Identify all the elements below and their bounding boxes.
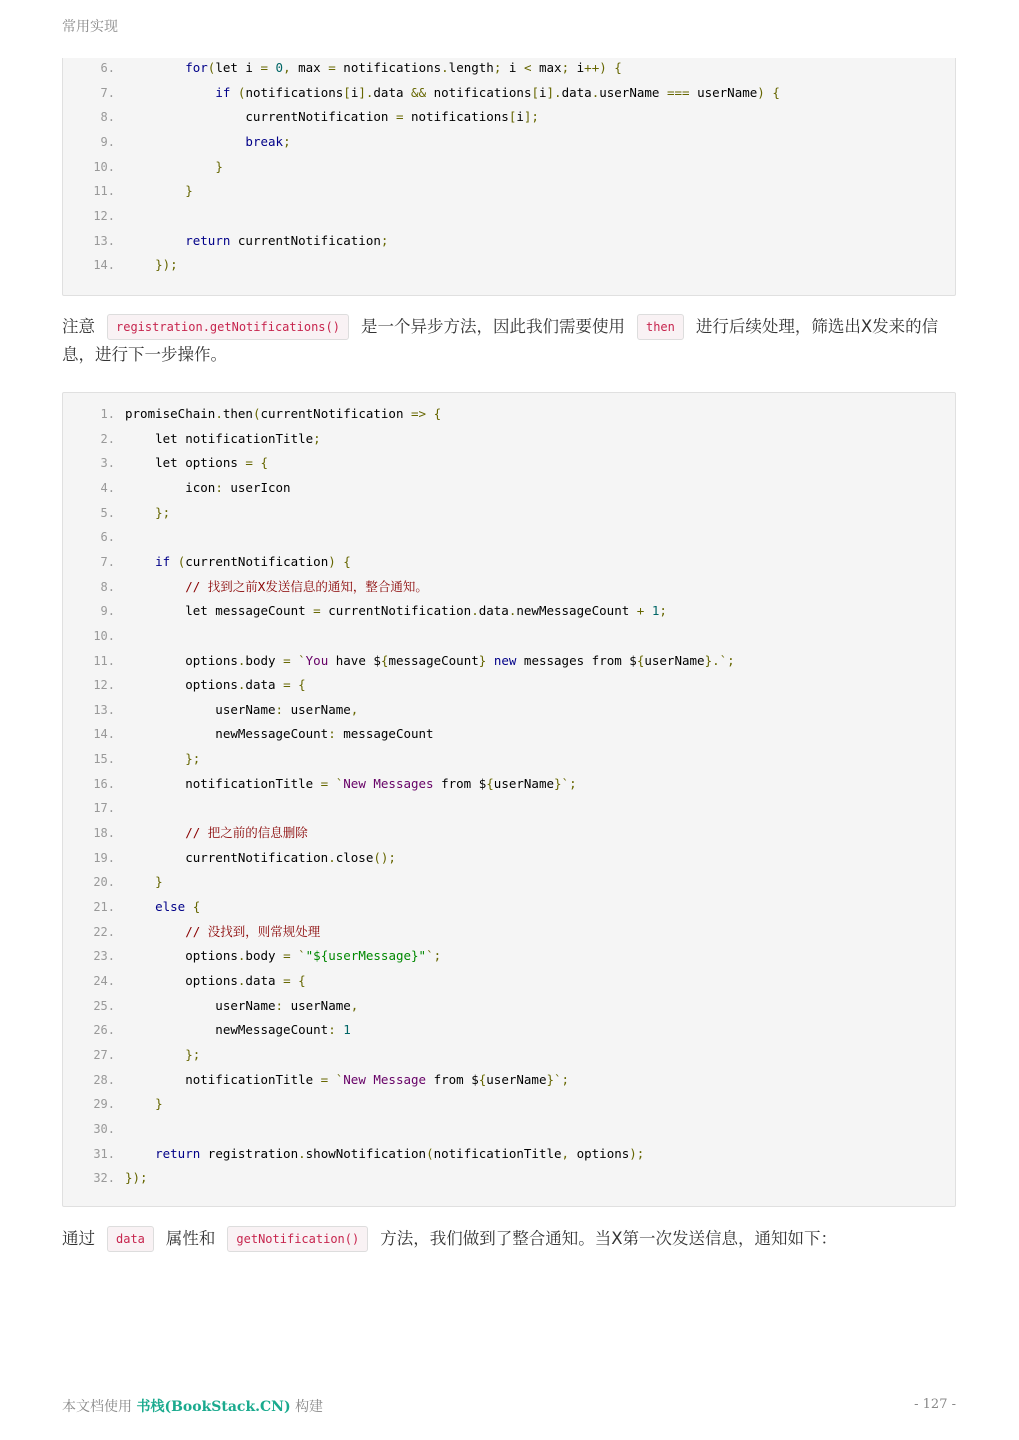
page-header-title: 常用实现 [62,19,118,35]
code-line [63,105,955,129]
inline-code: data [107,1226,154,1252]
code-text: options.body = `"${userMessage}"`; [125,948,442,964]
code-text: }; [155,504,171,520]
code-text: break; [245,133,291,149]
line-number: 6. [100,61,115,75]
line-number: 11. [93,653,115,668]
line-number: 28. [93,1072,115,1087]
code-line [63,649,955,673]
line-number: 13. [93,702,115,717]
code-line [63,821,955,845]
code-text: notificationTitle = `New Messages from ${userName}`; [125,775,577,791]
line-number: 17. [93,801,115,816]
line-number: 20. [93,875,115,890]
code-text: options.data = { [125,972,306,988]
code-line [63,1142,955,1166]
code-text: } [215,158,223,174]
code-text: icon: userIcon [125,479,291,495]
code-line [63,846,955,870]
line-number: 7. [100,554,115,569]
code-line [63,204,955,228]
line-number: 13. [93,233,115,248]
code-text: // 找到之前X发送信息的通知，整合通知。 [185,578,428,594]
line-number: 8. [100,110,115,125]
code-line [63,253,955,277]
code-text: return registration.showNotification(notificationTitle, options); [155,1145,645,1161]
code-text: }); [155,257,178,273]
paragraph-text: 方法，我们做到了整合通知。当X第一次发送信息，通知如下： [380,1229,838,1248]
footer-credit [62,1396,323,1416]
code-text: // 没找到，则常规处理 [185,923,321,939]
code-text: let notificationTitle; [125,430,321,446]
code-line [63,525,955,549]
code-line [63,575,955,599]
line-number: 9. [100,134,115,149]
line-number: 16. [93,776,115,791]
line-number: 24. [93,973,115,988]
line-number: 10. [93,628,115,643]
inline-code: then [637,314,684,340]
code-line [63,870,955,894]
line-number: 14. [93,727,115,742]
code-text: for(let i = 0, max = notifications.length; i < max; i++) { [185,60,622,75]
code-text: if (notifications[i].data && notifications[i].data.userName === userName) { [215,84,780,100]
code-line [63,81,955,105]
code-line [63,747,955,771]
code-line [63,673,955,697]
inline-code: getNotification() [227,1226,368,1252]
line-number: 14. [93,258,115,273]
code-text: notificationTitle = `New Message from ${userName}`; [125,1071,570,1087]
line-number: 22. [93,924,115,939]
paragraph-text: 注意 [62,317,95,336]
paragraph-text: 是一个异步方法，因此我们需要使用 [360,317,625,336]
paragraph-text: 进行后续处理，筛选出X发来的信息，进行下一步操作。 [62,317,939,364]
code-line [63,451,955,475]
code-line [63,599,955,623]
line-number: 26. [93,1023,115,1038]
paragraph-text: 属性和 [165,1229,216,1248]
code-text: } [185,183,193,199]
code-text: options.data = { [125,677,306,693]
code-line [63,796,955,820]
line-number: 9. [100,604,115,619]
code-line [63,969,955,993]
code-line [63,501,955,525]
code-block [62,392,956,1207]
footer-prefix: 本文档使用 [62,1399,132,1415]
line-number: 25. [93,998,115,1013]
line-number: 4. [100,480,115,495]
code-line [63,1018,955,1042]
line-number: 3. [100,456,115,471]
line-number: 5. [100,505,115,520]
line-number: 21. [93,900,115,914]
code-text: } [155,1096,163,1112]
code-text: newMessageCount: messageCount [125,726,434,742]
line-number: 19. [93,850,115,865]
code-line [63,402,955,426]
code-line [63,920,955,944]
code-line [63,895,955,919]
code-line [63,944,955,968]
code-line [63,179,955,203]
code-line [63,698,955,722]
line-number: 15. [93,752,115,767]
code-text: options.body = `You have ${messageCount} new messages from ${userName}.`; [125,652,735,668]
code-text: } [155,874,163,890]
code-line [63,772,955,796]
code-block [62,58,956,296]
line-number: 2. [100,431,115,446]
line-number: 12. [93,678,115,693]
inline-code: registration.getNotifications() [107,314,349,340]
line-number: 7. [100,85,115,100]
code-line [63,56,955,80]
code-line [63,550,955,574]
paragraph-text: 通过 [62,1229,95,1248]
code-line [63,427,955,451]
line-number: 1. [100,407,115,421]
code-text: userName: userName, [125,997,359,1013]
code-text: else { [155,899,201,914]
code-text: userName: userName, [125,701,359,717]
code-text: promiseChain.then(currentNotification => { [125,406,442,421]
code-line [63,130,955,154]
code-line [63,994,955,1018]
code-text: let messageCount = currentNotification.data.newMessageCount + 1; [125,603,667,619]
code-text: newMessageCount: 1 [125,1022,351,1038]
line-number: 31. [93,1146,115,1161]
code-line [63,155,955,179]
line-number: 18. [93,826,115,841]
code-text: }; [185,751,201,767]
code-text: let options = { [125,455,269,471]
line-number: 32. [93,1171,115,1186]
footer-suffix: 构建 [295,1399,324,1415]
line-number: 12. [93,208,115,223]
code-line [63,1068,955,1092]
code-line [63,624,955,648]
page-number: - 127 - [914,1397,956,1412]
code-line [63,229,955,253]
line-number: 29. [93,1097,115,1112]
line-number: 30. [93,1121,115,1136]
bookstack-link[interactable]: 书栈(BookStack.CN) [136,1399,291,1415]
code-text: // 把之前的信息删除 [185,825,308,841]
paragraph [62,1225,956,1253]
code-line [63,722,955,746]
code-text: }); [125,1170,148,1186]
line-number: 6. [100,530,115,545]
code-text: return currentNotification; [185,232,389,248]
code-line [63,476,955,500]
line-number: 23. [93,949,115,964]
code-line [63,1092,955,1116]
code-text: }; [185,1046,201,1062]
code-line [63,1043,955,1067]
line-number: 8. [100,579,115,594]
line-number: 10. [93,159,115,174]
code-text: if (currentNotification) { [155,553,351,569]
code-line [63,1117,955,1141]
code-line [63,1166,955,1190]
code-text: currentNotification.close(); [125,849,396,865]
line-number: 27. [93,1047,115,1062]
line-number: 11. [93,184,115,199]
code-text: currentNotification = notifications[i]; [125,109,539,125]
paragraph [62,313,956,369]
